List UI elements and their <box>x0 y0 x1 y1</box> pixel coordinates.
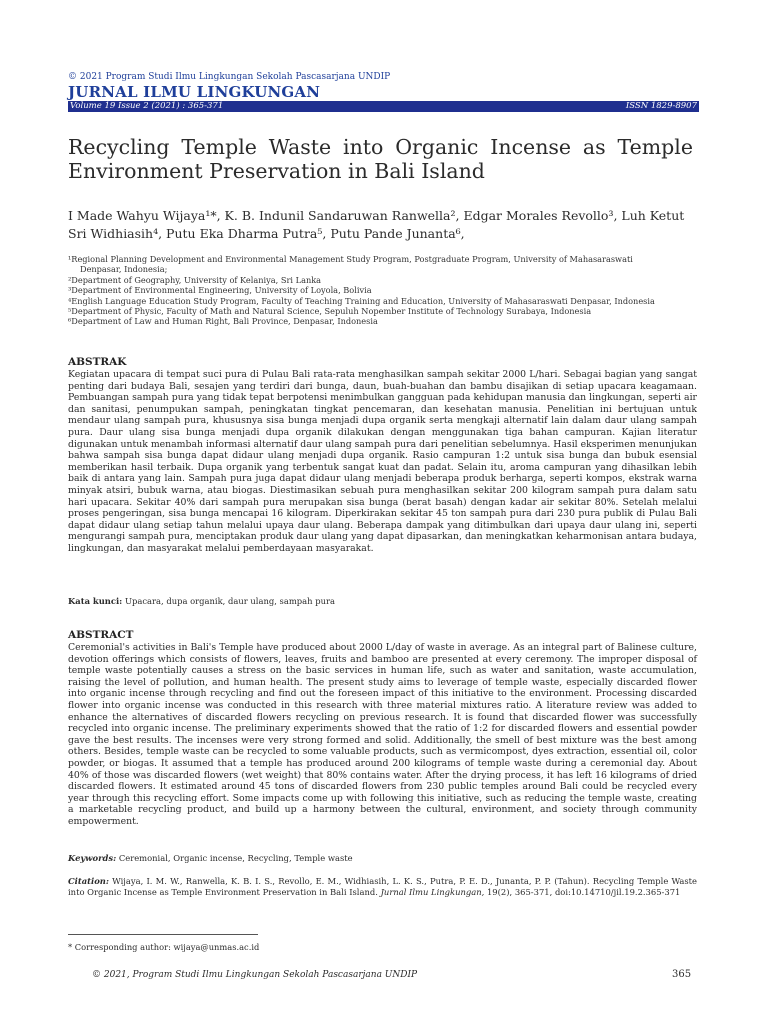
citation-text-a: Wijaya, I. M. W., Ranwella, K. B. I. S., Revollo, E. M., Widhiasih, L. K. S., Putra, P. E. D., Junanta, P. P. (Tahun). Recycling Temple Waste into Organic Incense as Temple Environment Preservation in Bali Island. <box>68 876 697 898</box>
keywords-label: Keywords: <box>68 853 117 863</box>
affiliation-1: ¹Regional Planning Development and Environmental Management Study Program, Postgraduate Program, University of Mahasaraswati <box>68 254 633 264</box>
citation-label: Citation: <box>68 876 109 886</box>
affiliation-4: ⁴English Language Education Study Program, Faculty of Teaching Training and Education, University of Mahasaraswati Denpasar, Indonesia <box>68 295 655 306</box>
kata-kunci <box>68 596 335 606</box>
corresponding-author-footnote: * Corresponding author: wijaya@unmas.ac.id <box>68 942 260 952</box>
keywords-text: Ceremonial, Organic incense, Recycling, Temple waste <box>116 853 353 863</box>
affiliation-6: ⁶Department of Law and Human Right, Bali Province, Denpasar, Indonesia <box>68 316 378 327</box>
abstract-heading: ABSTRACT <box>68 629 134 641</box>
page-number: 365 <box>672 969 692 980</box>
volume-issue: Volume 19 Issue 2 (2021) : 365-371 <box>70 101 224 111</box>
header-copyright: © 2021 Program Studi Ilmu Lingkungan Sekolah Pascasarjana UNDIP <box>68 72 391 82</box>
affiliation-5: ⁵Department of Physic, Faculty of Math and Natural Science, Sepuluh Nopember Institute of Technology Surabaya, Indonesia <box>68 306 592 317</box>
keywords <box>68 853 353 863</box>
kata-kunci-label: Kata kunci: <box>68 596 123 606</box>
journal-name: JURNAL ILMU LINGKUNGAN <box>68 83 321 101</box>
abstrak-text: Kegiatan upacara di tempat suci pura di Pulau Bali rata-rata menghasilkan sampah sekitar 2000 L/hari. Sebagai bagian yang sangat penting dari budaya Bali, sesajen yang terdiri dari bunga, daun, buah-buahan dan bambu disajikan di setiap upacara keagamaan. Pembuangan sampah pura yang tidak tepat berpotensi menimbulkan gangguan pada kehidupan manusia dan lingkungan, seperti air dan sanitasi, penumpukan sampah, peningkatan tingkat pencemaran, dan kesehatan manusia. Penelitian ini bertujuan untuk mendaur ulang sampah pura, khususnya sisa bunga menjadi dupa organik serta mengkaji alternatif lain dalam daur ulang sampah pura. Daur ulang sisa bunga menjadi dupa organik dilakukan dengan menggunakan tiga bahan campuran. Kajian literatur digunakan untuk menambah informasi alternatif daur ulang sampah pura dari penelitian sebelumnya. Hasil eksperimen menunjukan bahwa sampah sisa bunga dapat didaur ulang menjadi dupa organik. Rasio campuran 1:2 untuk sisa bunga dan bubuk esensial memberikan hasil terbaik. Dupa organik yang terbentuk sangat kuat dan padat. Selain itu, aroma campuran yang dihasilkan lebih baik di antara yang lain. Sampah pura juga dapat didaur ulang menjadi beberapa produk berharga, seperti kompos, ekstrak warna minyak atsiri, bubuk warna, atau biogas. Diestimasikan sebuah pura menghasilkan sekitar 200 kilogram sampah pura dalam satu hari upacara. Sekitar 40% dari sampah pura merupakan sisa bunga (berat basah) dengan kadar air sekitar 80%. Setelah melalui proses pengeringan, sisa bunga mencapai 16 kilogram. Diperkirakan sekitar 45 ton sampah pura dari 230 pura publik di Pulau Bali dapat didaur ulang setiap tahun melalui upaya daur ulang. Beberapa dampak yang ditimbulkan dari upaya daur ulang ini, seperti mengurangi sampah pura, menciptakan produk daur ulang yang dapat dipasarkan, dan meningkatkan keharmonisan antara budaya, lingkungan, dan masyarakat melalui pemberdayaan masyarakat. <box>68 369 697 554</box>
abstract-text: Ceremonial's activities in Bali's Temple have produced about 2000 L/day of waste in average. As an integral part of Balinese culture, devotion offerings which consists of flowers, leaves, fruits and bamboo are presented at every ceremony. The improper disposal of temple waste potentially causes a stress on the basic services in human life, such as water and sanitation, waste accumulation, raising the level of pollution, and human health. The present study aims to leverage of temple waste, especially discarded flower into organic incense through recycling and find out the foreseen impact of this initiative to the environment. Processing discarded flower into organic incense was conducted in this research with three material mixtures ratio. A literature review was added to enhance the alternatives of discarded flowers recycling on previous research. It is found that discarded flower was successfully recycled into organic incense. The preliminary experiments showed that the ratio of 1:2 for discarded flowers and essential powder gave the best results. The incenses were very strong formed and solid. Additionally, the smell of best mixture was the best among others. Besides, temple waste can be recycled to some valuable products, such as vermicompost, dyes extraction, essential oil, color powder, or biogas. It assumed that a temple has produced around 200 kilograms of temple waste during a ceremonial day. About 40% of those was discarded flowers (wet weight) that 80% contains water. After the drying process, it has left 16 kilograms of dried discarded flowers. It estimated around 45 tons of discarded flowers from 230 public temples around Bali could be recycled every year through this recycling effort. Some impacts come up with following this initiative, such as reducing the temple waste, creating a marketable recycling product, and build up a harmony between the cultural, environment, and society through community empowerment. <box>68 642 697 827</box>
citation-journal: Jurnal Ilmu Lingkungan, <box>380 887 485 898</box>
affiliation-2: ²Department of Geography, University of Kelaniya, Sri Lanka <box>68 274 322 285</box>
footnote-divider <box>68 934 258 935</box>
abstrak-heading: ABSTRAK <box>68 356 127 368</box>
author-list: I Made Wahyu Wijaya¹*, K. B. Indunil Sandaruwan Ranwella², Edgar Morales Revollo³, Luh Ketut Sri Widhiasih⁴, Putu Eka Dharma Putra⁵, Putu Pande Junanta⁶, <box>68 208 685 241</box>
issn: ISSN 1829-8907 <box>625 101 697 111</box>
affiliations <box>68 254 700 327</box>
affiliation-3: ³Department of Environmental Engineering, University of Loyola, Bolivia <box>68 285 372 296</box>
citation <box>68 876 697 898</box>
citation-text-b: 19(2), 365-371, doi:10.14710/jil.19.2.365-371 <box>484 887 681 898</box>
journal-info-bar <box>68 101 699 112</box>
affiliation-1-cont: Denpasar, Indonesia; <box>80 264 168 275</box>
article-title: Recycling Temple Waste into Organic Incense as Temple Environment Preservation in Bali Island <box>68 135 693 183</box>
kata-kunci-text: Upacara, dupa organik, daur ulang, sampah pura <box>122 596 335 606</box>
footer-copyright: © 2021, Program Studi Ilmu Lingkungan Sekolah Pascasarjana UNDIP <box>92 970 418 980</box>
